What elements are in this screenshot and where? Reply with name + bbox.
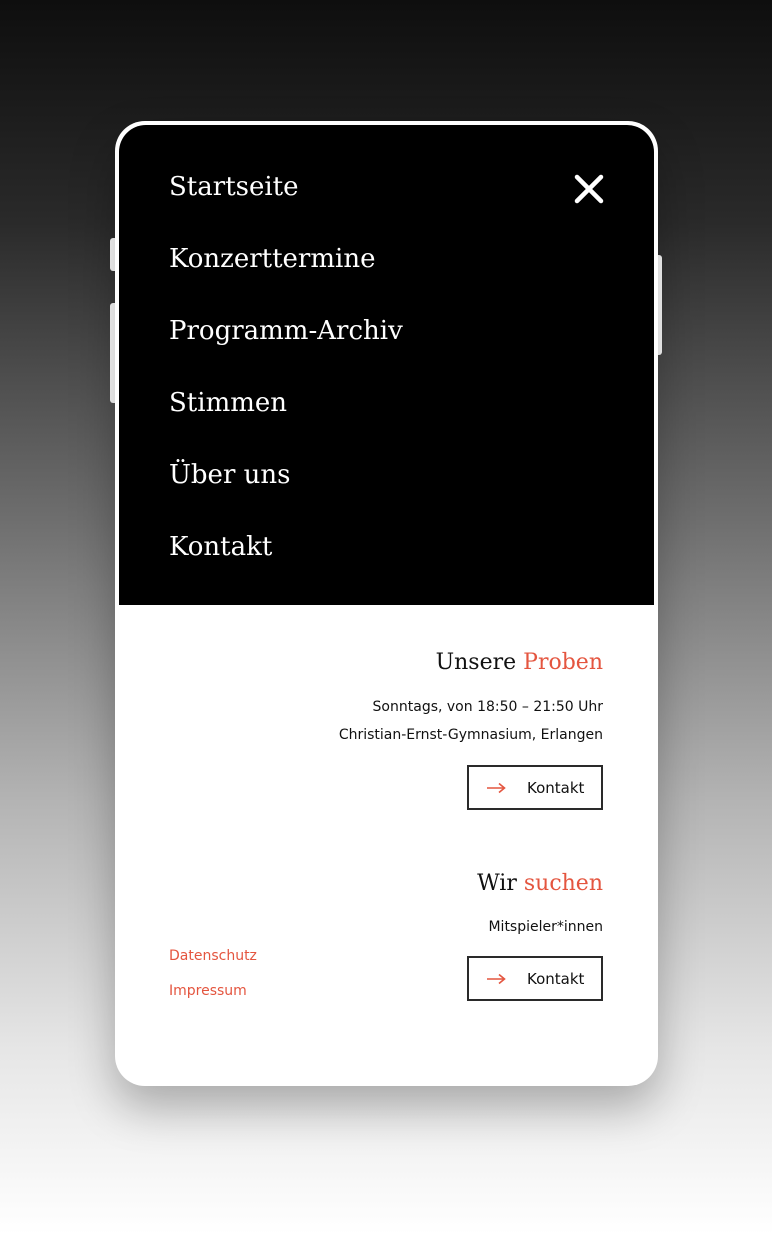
nav-item-programm-archiv[interactable]: Programm-Archiv [169,316,403,346]
arrow-right-icon [486,973,506,985]
nav-item-konzerttermine[interactable]: Konzerttermine [169,244,376,274]
privacy-link[interactable]: Datenschutz [169,948,257,964]
rehearsals-time: Sonntags, von 18:50 – 21:50 Uhr [372,699,603,715]
recruiting-contact-button[interactable] [467,956,603,1001]
rehearsals-contact-button[interactable] [467,765,603,810]
close-icon[interactable] [571,171,607,207]
recruiting-heading-plain: Wir [477,871,517,896]
recruiting-contact-label: Kontakt [527,970,585,988]
nav-item-stimmen[interactable]: Stimmen [169,388,288,418]
nav-item-ueber-uns[interactable]: Über uns [169,460,291,490]
footer-content [115,605,658,1086]
imprint-link[interactable]: Impressum [169,983,247,999]
rehearsals-heading-accent: Proben [523,650,603,675]
recruiting-text: Mitspieler*innen [488,919,603,935]
nav-item-startseite[interactable]: Startseite [169,172,299,202]
arrow-right-icon [486,782,506,794]
recruiting-heading-accent: suchen [523,871,603,896]
rehearsals-location: Christian-Ernst-Gymnasium, Erlangen [338,727,603,743]
rehearsals-heading-plain: Unsere [435,650,517,675]
rehearsals-heading [436,649,603,677]
nav-item-kontakt[interactable]: Kontakt [169,532,273,562]
recruiting-heading [477,870,603,898]
navigation-menu [119,125,654,605]
phone-frame [115,121,658,1086]
rehearsals-contact-label: Kontakt [527,779,585,797]
